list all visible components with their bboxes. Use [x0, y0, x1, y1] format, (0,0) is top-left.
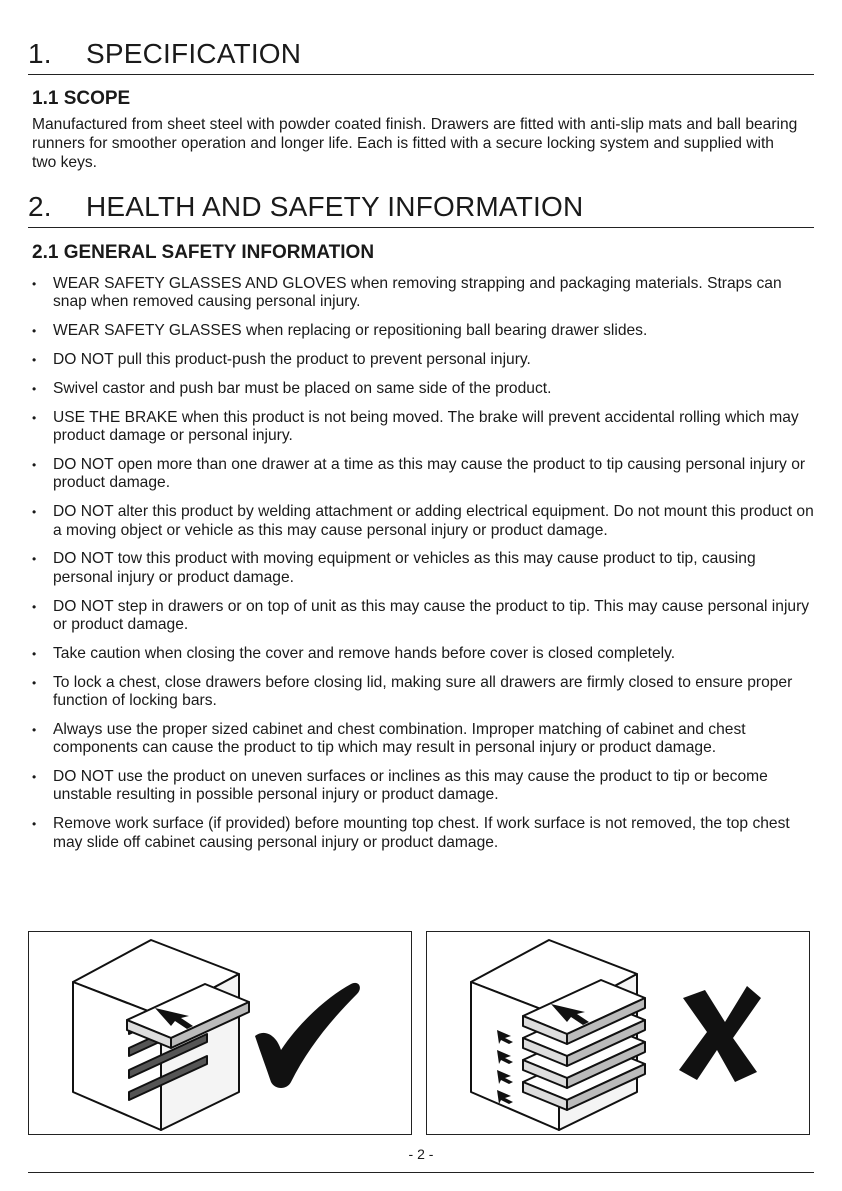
list-item: • WEAR SAFETY GLASSES AND GLOVES when removing strapping and packaging materials. Straps can snap when removed causing personal injury.	[32, 275, 814, 312]
page-number: - 2 -	[408, 1146, 434, 1162]
list-item: • DO NOT tow this product with moving equipment or vehicles as this may cause product to tip, causing personal injury or product damage.	[32, 550, 814, 587]
list-item: • DO NOT pull this product-push the product to prevent personal injury.	[32, 351, 814, 369]
section-2-title: HEALTH AND SAFETY INFORMATION	[86, 191, 584, 222]
cross-mark-icon	[679, 986, 761, 1082]
figure-one-drawer-open	[28, 931, 412, 1135]
figure-multiple-drawers-open	[426, 931, 810, 1135]
scope-heading: 1.1 SCOPE	[32, 88, 131, 109]
list-item: • DO NOT step in drawers or on top of unit as this may cause the product to tip. This may cause personal injury or product damage.	[32, 598, 814, 635]
footer-divider	[28, 1172, 814, 1173]
list-item: • Take caution when closing the cover and remove hands before cover is closed completely.	[32, 645, 814, 663]
section-1-heading	[28, 38, 814, 75]
list-item: • USE THE BRAKE when this product is not being moved. The brake will prevent accidental rolling which may product damage or personal injury.	[32, 409, 814, 446]
general-safety-heading: 2.1 GENERAL SAFETY INFORMATION	[32, 242, 375, 263]
list-item: • Swivel castor and push bar must be placed on same side of the product.	[32, 380, 814, 398]
list-item: • To lock a chest, close drawers before closing lid, making sure all drawers are firmly closed to ensure proper function of locking bars.	[32, 674, 814, 711]
section-2-number: 2.	[28, 191, 52, 222]
scope-text: Manufactured from sheet steel with powder coated finish. Drawers are fitted with anti-slip mats and ball bearing runners for smoother operation and longer life. Each is fitted with a secure locking system and supplied with two keys.	[32, 116, 798, 171]
section-1-number: 1.	[28, 38, 52, 69]
list-item: • Remove work surface (if provided) before mounting top chest. If work surface is not removed, the top chest may slide off cabinet causing personal injury or product damage.	[32, 815, 814, 852]
check-mark-icon	[255, 983, 360, 1088]
cabinet-one-drawer-illustration	[29, 932, 410, 1133]
list-item: • DO NOT use the product on uneven surfaces or inclines as this may cause the product to tip or become unstable resulting in possible personal injury or product damage.	[32, 768, 814, 805]
list-item: • DO NOT alter this product by welding attachment or adding electrical equipment. Do not mount this product on a moving object or vehicle as this may cause personal injury or product damage.	[32, 503, 814, 540]
safety-list	[32, 275, 814, 862]
list-item: • Always use the proper sized cabinet and chest combination. Improper matching of cabinet and chest components can cause the product to tip which may result in personal injury or product damage.	[32, 721, 814, 758]
section-1-title: SPECIFICATION	[86, 38, 302, 69]
list-item: • WEAR SAFETY GLASSES when replacing or repositioning ball bearing drawer slides.	[32, 322, 814, 340]
section-2-heading	[28, 191, 814, 228]
cabinet-multiple-drawers-illustration	[427, 932, 808, 1133]
list-item: • DO NOT open more than one drawer at a time as this may cause the product to tip causing personal injury or product damage.	[32, 456, 814, 493]
